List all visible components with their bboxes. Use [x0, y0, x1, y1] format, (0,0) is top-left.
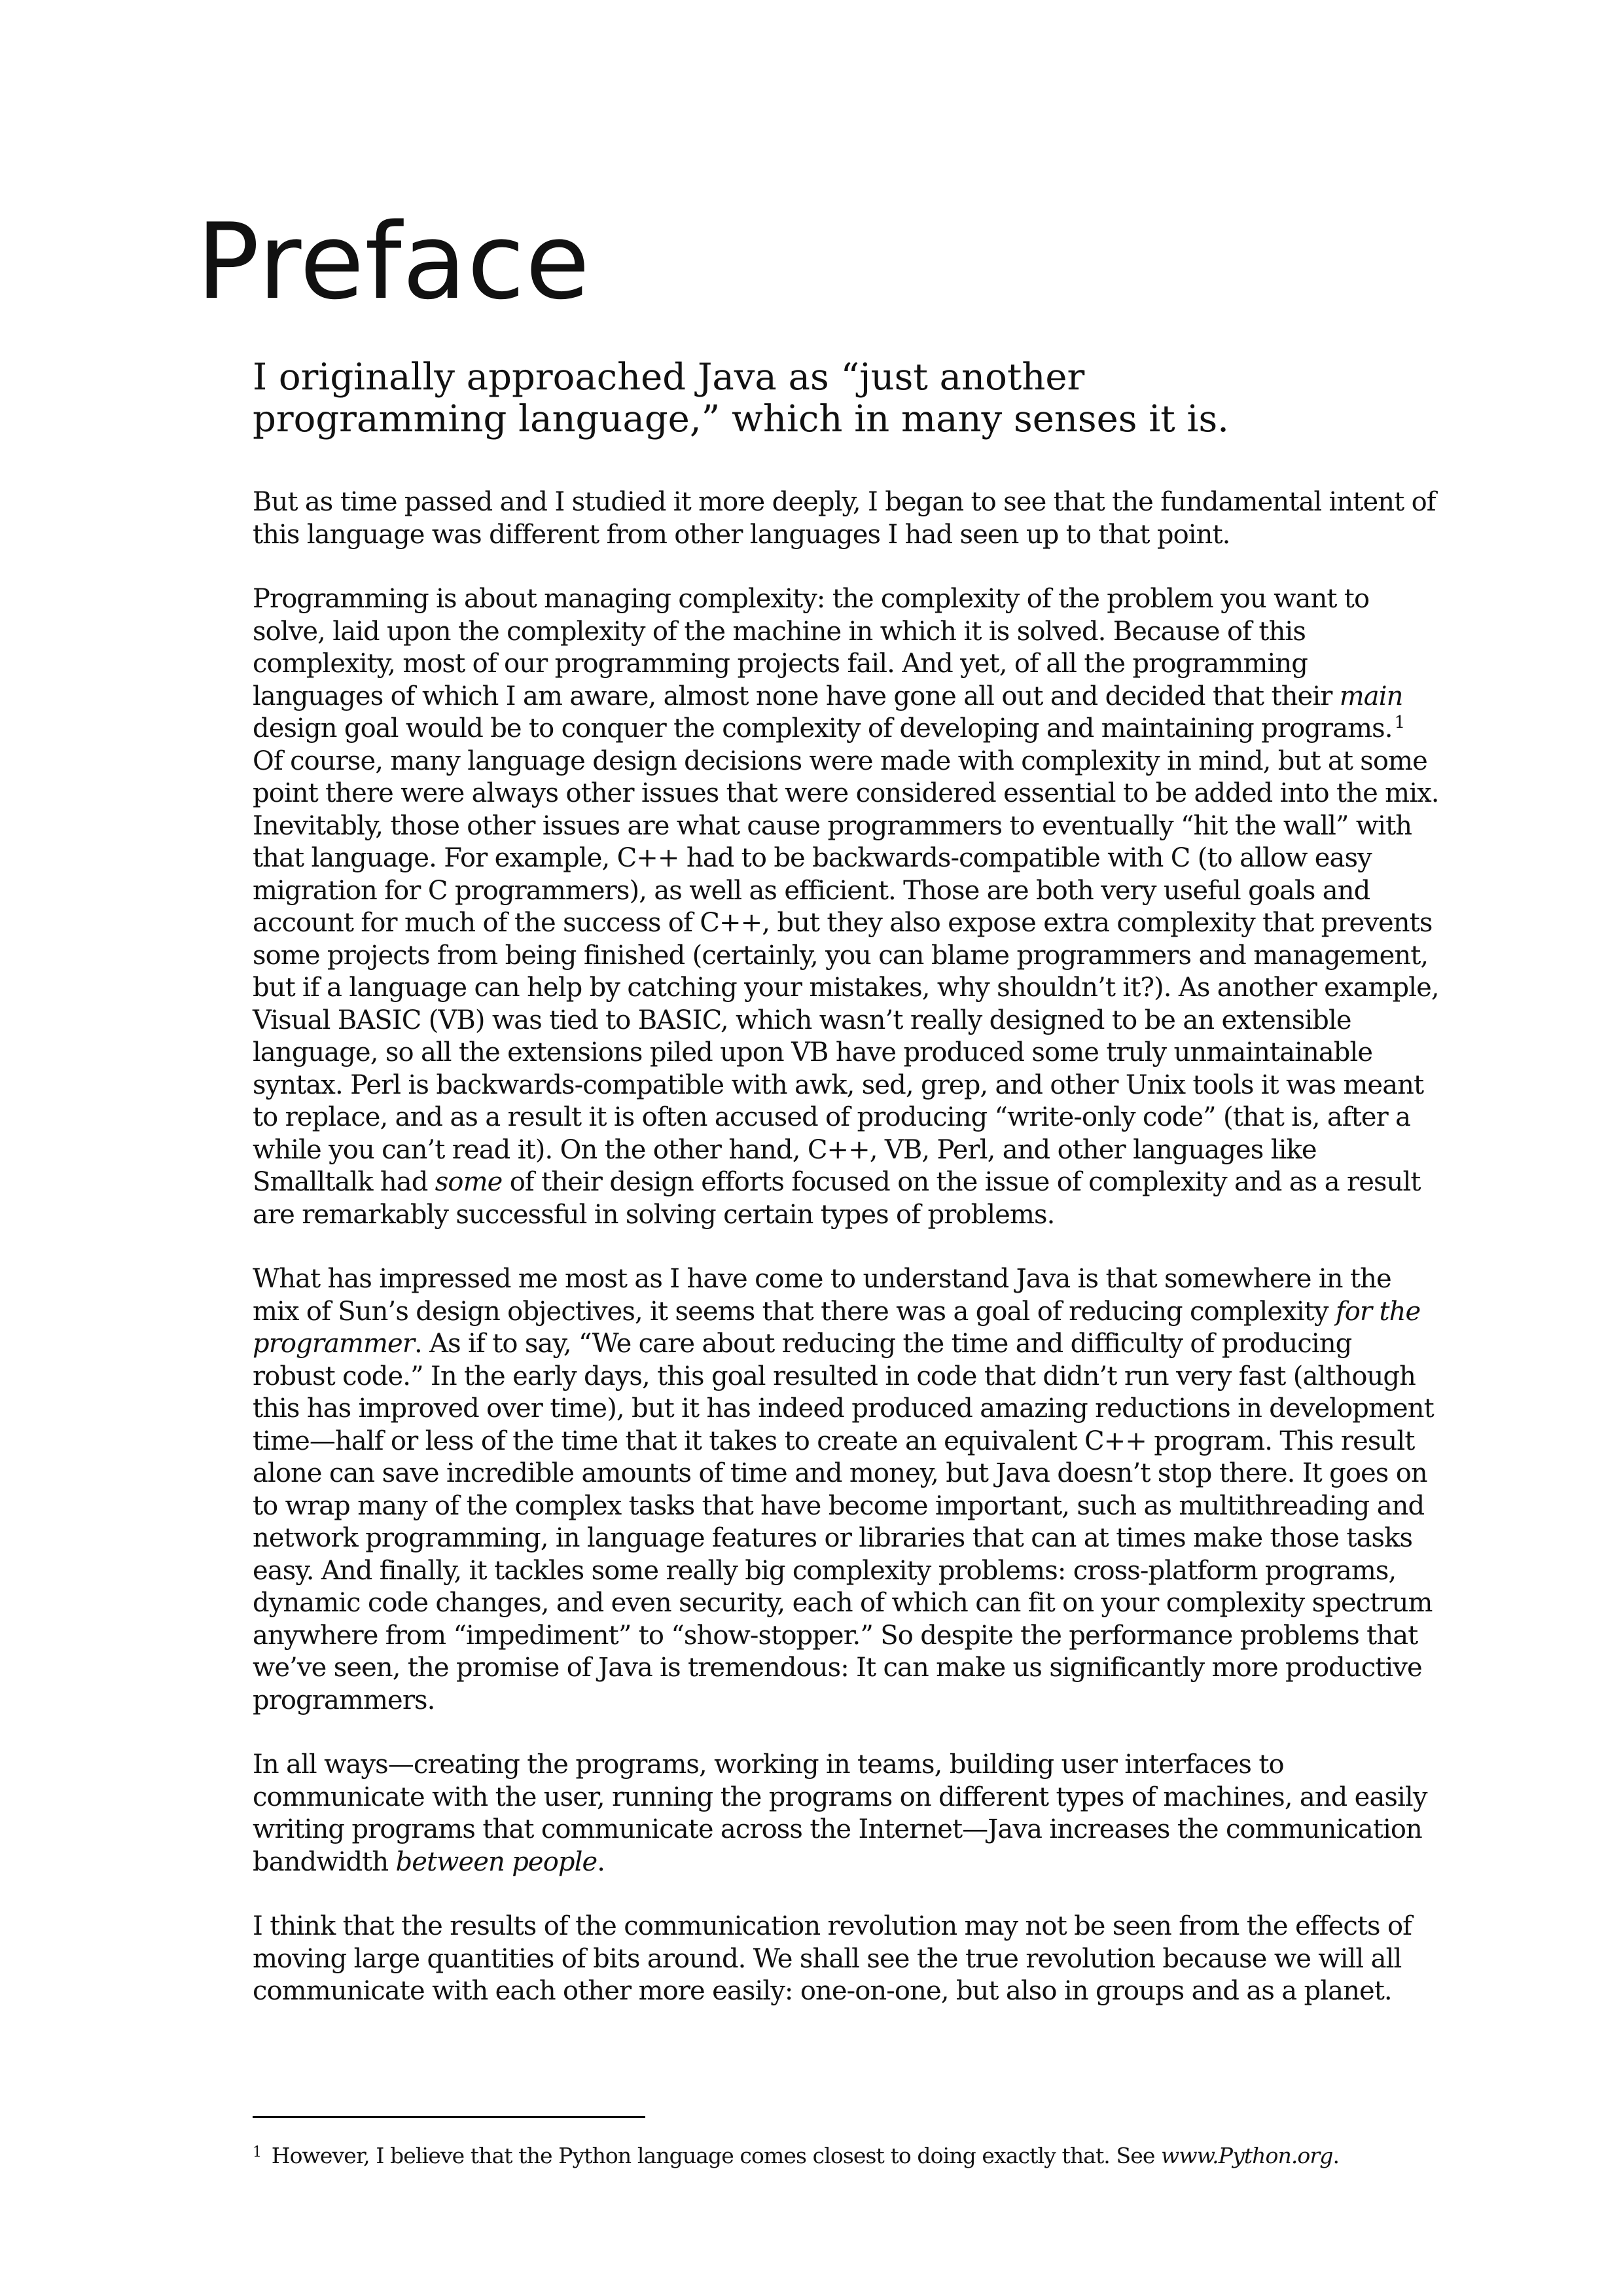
emphasis-some: some — [435, 1167, 503, 1197]
paragraph-2-text: design goal would be to conquer the complexity of developing and maintaining programs. — [253, 713, 1393, 744]
footnote-text: However, I believe that the Python language comes closest to doing exactly that. See — [265, 2143, 1162, 2168]
footnote-link[interactable]: www.Python.org — [1161, 2143, 1333, 2168]
footnote — [253, 2142, 1339, 2170]
paragraph-5: I think that the results of the communication revolution may not be seen from the effects of moving large quantities of bits around. We shall see the true revolution because we will all communicate with each other more easily: one-on-one, but also in groups and as a planet. — [253, 1911, 1412, 2006]
paragraph-2-text: of their design efforts focused on the issue of complexity and as a result are remarkably successful in solving certain types of problems. — [253, 1167, 1421, 1230]
paragraph-3 — [253, 1263, 1440, 1717]
page-title: Preface — [196, 200, 591, 323]
paragraph-4-text: . — [597, 1846, 605, 1877]
paragraph-2-text: Of course, many language design decisions were made with complexity in mind, but at some point there were always other issues that were considered essential to be added into the mix. Inevitably, those other issues are what cause programmers to eventually “hit the wall” with that language. For example, C++ had to be backwards-compatible with C (to allow easy migration for C programmers), as well as efficient. Those are both very useful goals and account for much of the success of C++, but they also expose extra complexity that prevents some projects from being finished (certainly, you can blame programmers and management, but if a language can help by catching your mistakes, why shouldn’t it?). As another example, Visual BASIC (VB) was tied to BASIC, which wasn’t really designed to be an extensible language, so all the extensions piled upon VB have produced some truly unmaintainable syntax. Perl is backwards-compatible with awk, sed, grep, and other Unix tools it was meant to replace, and as a result it is often accused of producing “write-only code” (that is, after a while you can’t read it). On the other hand, C++, VB, Perl, and other languages like Smalltalk had — [253, 745, 1439, 1197]
paragraph-4-text: In all ways—creating the programs, working in teams, building user interfaces to communicate with the user, running the programs on different types of machines, and easily writing programs that communicate across the Internet—Java increases the communication bandwidth — [253, 1749, 1427, 1877]
preface-body — [253, 357, 1440, 2008]
paragraph-3-text: What has impressed me most as I have come to understand Java is that somewhere in the mix of Sun’s design objectives, it seems that there was a goal of reducing complexity — [253, 1264, 1391, 1327]
emphasis-for-the-programmer: for the programmer — [253, 1296, 1421, 1359]
paragraph-2 — [253, 583, 1440, 1231]
paragraph-2-text: Programming is about managing complexity: the complexity of the problem you want to solve, laid upon the complexity of the machine in which it is solved. Because of this complexity, most of our programming projects fail. And yet, of all the programming languages of which I am aware, almost none have gone all out and decided that their — [253, 584, 1370, 711]
footnote-end: . — [1332, 2143, 1340, 2168]
footnote-reference[interactable]: 1 — [1394, 713, 1405, 732]
paragraph-1: But as time passed and I studied it more deeply, I began to see that the fundamental intent of this language was different from other languages I had seen up to that point. — [253, 487, 1436, 550]
paragraph-3-text: . As if to say, “We care about reducing the time and difficulty of producing robust code.” In the early days, this goal resulted in code that didn’t run very fast (although this has improved over time), but it has indeed produced amazing reductions in development time—half or less of the time that it takes to create an equivalent C++ program. This result alone can save incredible amounts of time and money, but Java doesn’t stop there. It goes on to wrap many of the complex tasks that have become important, such as multithreading and network programming, in language features or libraries that can at times make those tasks easy. And finally, it tackles some really big complexity problems: cross-platform programs, dynamic code changes, and even security, each of which can fit on your complexity spectrum anywhere from “impediment” to “show-stopper.” So despite the performance problems that we’ve seen, the promise of Java is tremendous: It can make us significantly more productive programmers. — [253, 1329, 1434, 1715]
paragraph-4 — [253, 1749, 1440, 1878]
emphasis-main: main — [1339, 681, 1403, 711]
footnote-divider — [253, 2116, 645, 2118]
emphasis-between-people: between people — [395, 1846, 597, 1877]
footnote-mark: 1 — [253, 2144, 262, 2161]
intro-paragraph: I originally approached Java as “just another programming language,” which in many senses it is. — [253, 356, 1229, 440]
